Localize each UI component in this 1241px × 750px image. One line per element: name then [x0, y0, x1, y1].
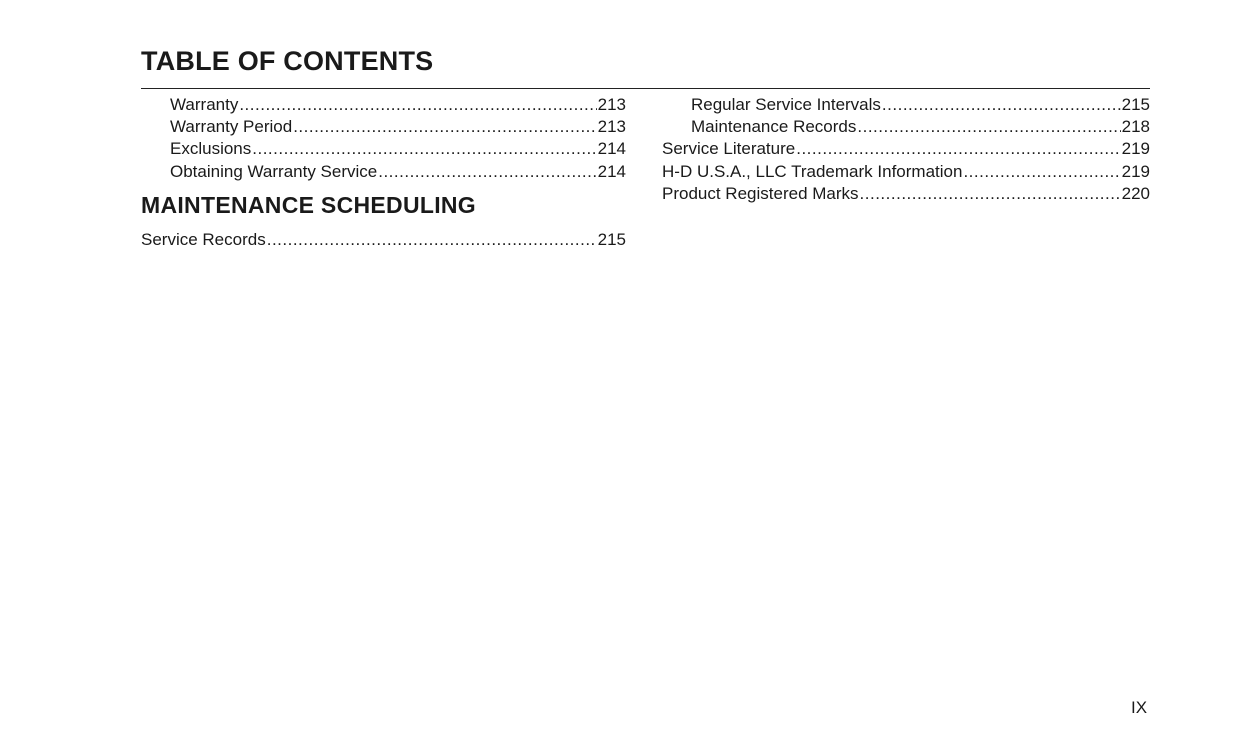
toc-entry-page: 218 [1121, 117, 1150, 137]
toc-entry-page: 213 [597, 95, 626, 114]
dot-leader [860, 183, 1121, 205]
toc-entry-trademark-information[interactable] [662, 161, 1150, 183]
page-number: IX [1131, 698, 1148, 717]
toc-entry-label: Service Literature [662, 139, 796, 159]
toc-entry-exclusions[interactable] [141, 138, 626, 160]
dot-leader [963, 161, 1120, 183]
toc-entry-label: Warranty Period [170, 117, 293, 137]
dot-leader [239, 94, 596, 116]
toc-right-column [662, 94, 1150, 205]
toc-entry-page: 215 [1121, 95, 1150, 114]
toc-entry-label: Product Registered Marks [662, 183, 859, 203]
toc-entry-label: Obtaining Warranty Service [170, 161, 378, 181]
toc-entry-maintenance-records[interactable] [662, 116, 1150, 138]
toc-entry-service-literature[interactable] [662, 138, 1150, 160]
page-title: TABLE OF CONTENTS [141, 46, 434, 76]
toc-entry-warranty[interactable] [141, 94, 626, 116]
toc-left-column [141, 94, 626, 251]
dot-leader [378, 161, 596, 183]
toc-entry-label: Exclusions [170, 139, 252, 159]
toc-entry-page: 213 [597, 117, 626, 137]
toc-entry-label: Maintenance Records [691, 117, 857, 137]
dot-leader [796, 138, 1120, 160]
toc-entry-regular-service-intervals[interactable] [662, 94, 1150, 116]
toc-entry-label: Regular Service Intervals [691, 95, 881, 114]
toc-entry-label: Service Records [141, 229, 266, 249]
toc-entry-page: 219 [1121, 139, 1150, 159]
toc-entry-page: 214 [597, 139, 626, 159]
toc-entry-obtaining-warranty-service[interactable] [141, 161, 626, 183]
dot-leader [293, 116, 596, 138]
toc-entry-label: Warranty [170, 95, 239, 114]
toc-entry-page: 215 [597, 229, 626, 249]
title-divider [141, 88, 1150, 89]
dot-leader [882, 94, 1121, 116]
toc-entry-service-records[interactable] [141, 229, 626, 251]
toc-entry-page: 220 [1121, 183, 1150, 203]
dot-leader [252, 138, 596, 160]
section-heading-maintenance-scheduling[interactable]: MAINTENANCE SCHEDULING [141, 191, 476, 218]
toc-entry-product-registered-marks[interactable] [662, 183, 1150, 205]
toc-entry-page: 214 [597, 161, 626, 181]
toc-entry-label: H-D U.S.A., LLC Trademark Information [662, 161, 963, 181]
toc-entry-page: 219 [1121, 161, 1150, 181]
dot-leader [857, 116, 1120, 138]
dot-leader [267, 229, 597, 251]
toc-entry-warranty-period[interactable] [141, 116, 626, 138]
